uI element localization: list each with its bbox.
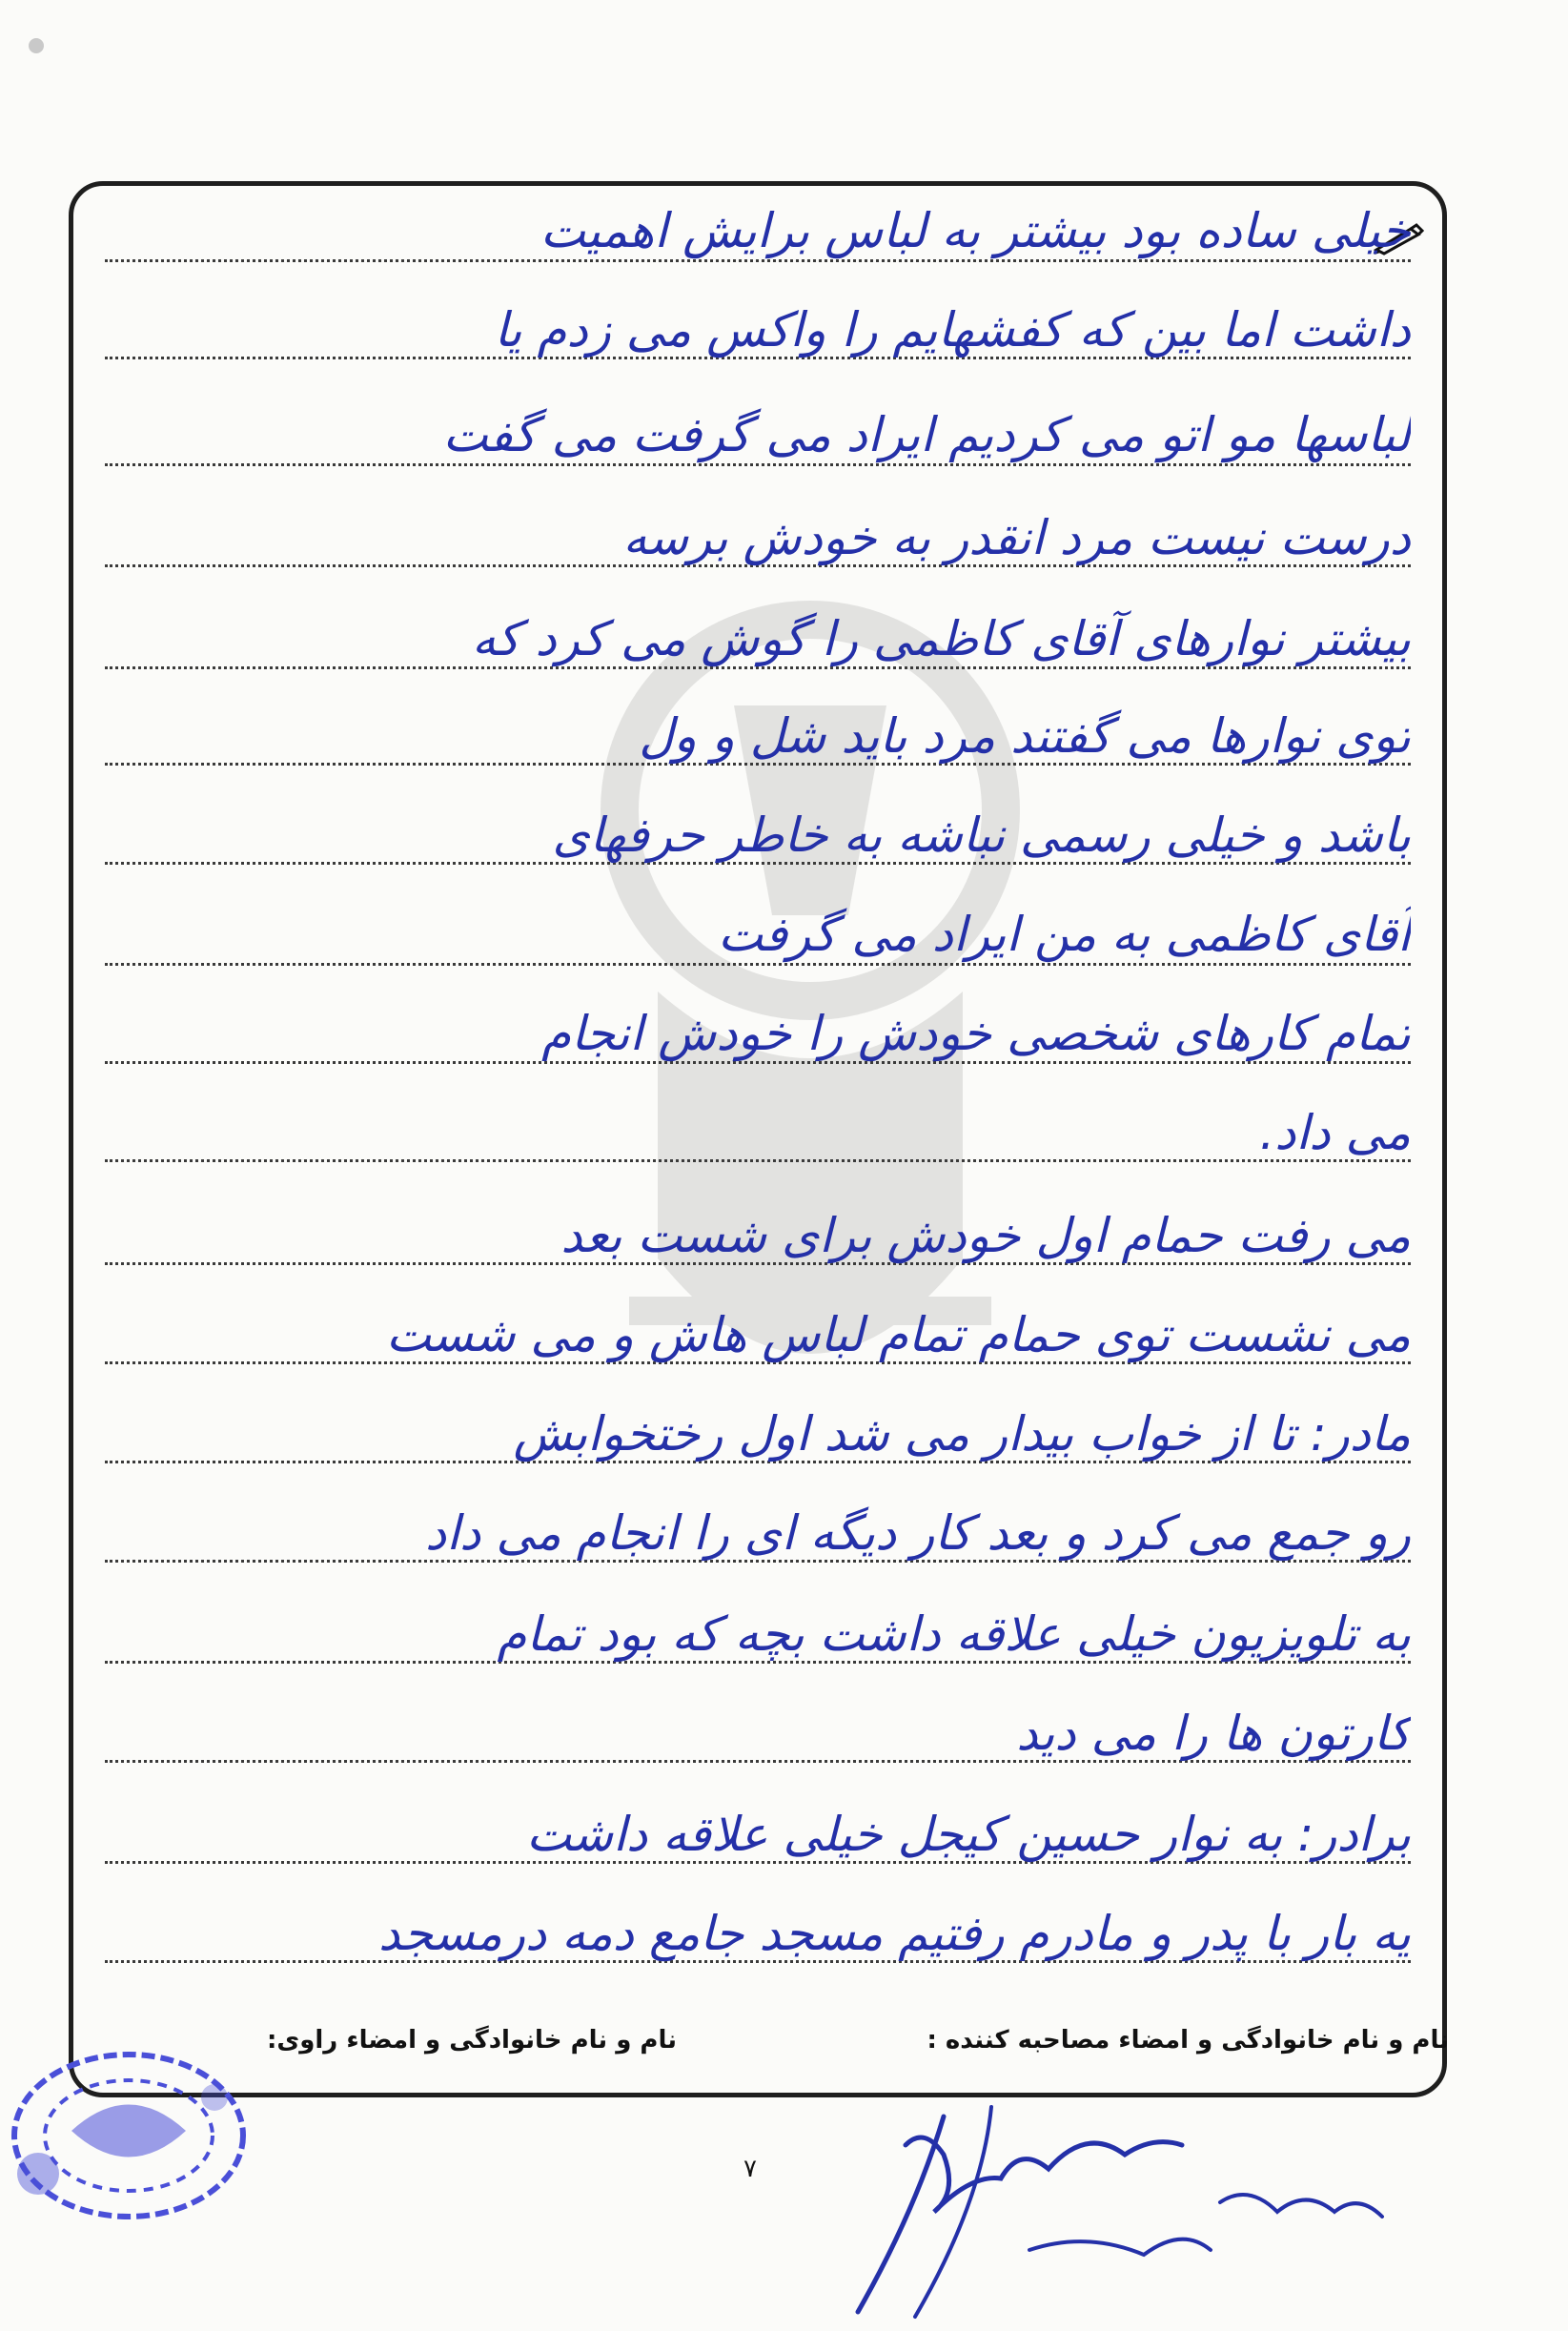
handwritten-line: بیشتر نوارهای آقای کاظمی را گوش می کرد که <box>472 611 1411 666</box>
handwritten-line: آقای کاظمی به من ایراد می گرفت <box>718 907 1411 962</box>
ruled-line <box>105 963 1411 966</box>
page-number: ۷ <box>743 2155 757 2183</box>
ruled-line <box>105 463 1411 466</box>
handwritten-line: درست نیست مرد انقدر به خودش برسه <box>622 510 1411 565</box>
handwritten-line: می نشست توی حمام تمام لباس هاش و می شست <box>385 1307 1411 1362</box>
handwritten-line: لباسها مو اتو می کردیم ایراد می گرفت می گفت <box>442 407 1411 462</box>
handwritten-line: توی نوارها می گفتند مرد باید شل و ول <box>639 708 1411 764</box>
interviewer-signature-label: نام و نام خانوادگی و امضاء مصاحبه کننده : <box>927 2026 1449 2055</box>
handwritten-line: خیلی ساده بود بیشتر به لباس برایش اهمیت <box>540 203 1411 258</box>
handwritten-line: تمام کارهای شخصی خودش را خودش انجام <box>541 1006 1411 1061</box>
handwritten-line: می داد. <box>1259 1105 1411 1160</box>
writing-area <box>105 0 1411 2331</box>
handwritten-line: رو جمع می کرد و بعد کار دیگه ای را انجام می داد <box>425 1505 1411 1561</box>
interviewer-signature <box>801 2088 1392 2326</box>
punch-hole <box>29 38 44 53</box>
ruled-line <box>105 259 1411 262</box>
narrator-signature-label: نام و نام خانوادگی و امضاء راوی: <box>267 2026 677 2055</box>
handwritten-line: برادر: به نوار حسین کیجل خیلی علاقه داشت <box>526 1807 1411 1862</box>
handwritten-line: به تلویزیون خیلی علاقه داشت بچه که بود تمام <box>497 1606 1411 1662</box>
handwritten-line: کارتون ها را می دید <box>1016 1706 1411 1761</box>
handwritten-line: یه بار با پدر و مادرم رفتیم مسجد جامع دمه درمسجد <box>377 1906 1411 1961</box>
handwritten-line: داشت اما بین که کفشهایم را واکس می زدم یا <box>494 302 1411 358</box>
handwritten-line: مادر: تا از خواب بیدار می شد اول رختخوابش <box>513 1406 1411 1462</box>
handwritten-line: می رفت حمام اول خودش برای شست بعد <box>560 1208 1411 1263</box>
handwritten-line: باشد و خیلی رسمی نباشه به خاطر حرفهای <box>552 808 1411 863</box>
official-stamp <box>0 2040 257 2231</box>
